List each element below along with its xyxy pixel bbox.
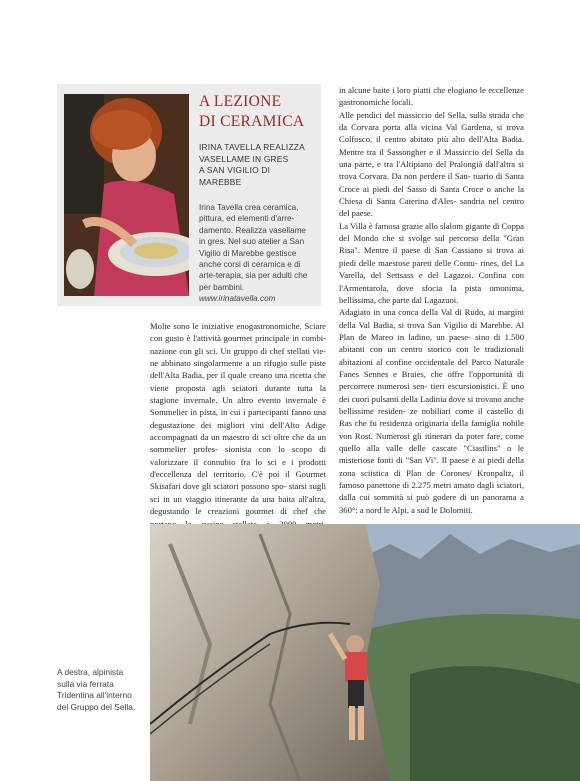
climber-photo <box>150 524 580 781</box>
article-paragraph: Alle pendici del massiccio del Sella, sulla strada che da Corvara porta alla vicina Val Gardena, si trova Colfosco, il centro abitato più alto dell'Alta Badia. Mentre tra il Sassongher e il Massiccio del Sella da una parte, e tra l'Altipiano del Pralongià dall'altra si trova Corvara. Da non perdere il San- tuario di Santa Croce ai piedi del Sasso di Santa Croce o anche la Chiesa di Santa Caterina d'Ales- sandria nel centro del paese. <box>339 109 524 219</box>
ceramist-photo <box>64 94 189 296</box>
box-subtitle-line1: IRINA TAVELLA REALIZZA <box>199 142 305 152</box>
box-subtitle <box>199 142 311 188</box>
article-paragraph: Adagiato in una conca della Val di Rudo, ai margini della Val Badia, si trova San Vigilio di Marebbe. Al Plan de Mareo in ladino, un paese- sino di 1.500 abitanti con un centro storico con le tradizionali abitazioni al confine occidentale del Parco Naturale Fanes Sennes e Braies, che offre l'opportunità di percorrere numerosi sen- tieri escursionistici. È uno dei cuori pulsanti della Ladinia dove si trovano anche bellissime residen- ze nobiliari come il castello di Ras che fu residenza originaria della famiglia nobile von Rost. Numerosi gli itinerari da poter fare, come quello alla valle delle cascate "Ciastlins" o le misteriose fonti di "San Vì". Il paese è ai piedi della zona sciistica di Plan de Corones/ Kronpaltz, il famoso panettone di 2.275 metri amato dagli sciatori, dalla cui sommità si può godere di un panorama a 360°: a nord le Alpi, a sud le Dolomiti. <box>339 307 524 515</box>
article-paragraph: Molte sono le iniziative enogastronomiche. Sciare con gusto è l'attività gourmet principale in combi- nazione con gli sci. Un gruppo di chef stellati vie- ne abbinato singolarmente a un rifugio sulle piste dell'Alta Badia, per il quale creano una ricetta che viene proposta agli sciatori durante tutta la stagione invernale. Un altro evento invernale è Sommelier in pista, in cui i partecipanti fanno una degustazione dei migliori vini dell'Alto Adige accompagnati da un maestro di sci oltre che da un sommelier profes- sionista con lo scopo di valorizzare il connubio fra lo sci e i prodotti d'eccellenza del territorio. C'è poi il Gourmet Skisafari dove gli sciatori possono spo- starsi sugli sci in un viaggio itinerante da una baita all'altra, degustando le creazioni gourmet di chef che <box>150 321 326 517</box>
box-title-line2: DI CERAMICA <box>199 113 305 130</box>
box-title <box>199 92 311 132</box>
ceramist-illustration <box>64 94 189 296</box>
photo-caption: A destra, alpinista sulla via ferrata Tridentina all'interno del Gruppo del Sella. <box>57 667 136 712</box>
article-paragraph: La Villa è famosa grazie allo slalom gigante di Coppa del Mondo che si svolge sul percorso della "Gran Risa". Mentre il paese di San Cassiano si trova ai piedi delle maestose pareti delle Contu- rines, del La Varella, del Settsass e del Lagazoi. Confina con l'Armentarola, dove sfocia la pista omonima, bellissima, che parte dal Lagazuoi. <box>339 220 524 305</box>
box-body: Irina Tavella crea ceramica, pittura, ed elementi d'arre- damento. Realizza vasellame in gres. Nel suo atelier a San Vigilio di Marebbe gestisce anche corsi di ceramica e di arte-terapia, sia per adulti che per bambini. <box>199 203 308 292</box>
article-left-column <box>150 320 326 542</box>
box-title-line1: A LEZIONE <box>199 93 282 110</box>
box-subtitle-line2: VASELLAME IN GRES <box>199 153 289 164</box>
box-subtitle-line3: A SAN VIGILIO DI MAREBBE <box>199 165 271 187</box>
article-paragraph: in alcune baite i loro piatti che elogiano le eccellenze gastronomiche locali. <box>339 85 524 108</box>
article-right-column <box>339 84 524 516</box>
website-link[interactable]: www.irinatavella.com <box>199 294 276 304</box>
sidebar-text <box>199 92 311 305</box>
via-ferrata-illustration <box>150 524 580 781</box>
